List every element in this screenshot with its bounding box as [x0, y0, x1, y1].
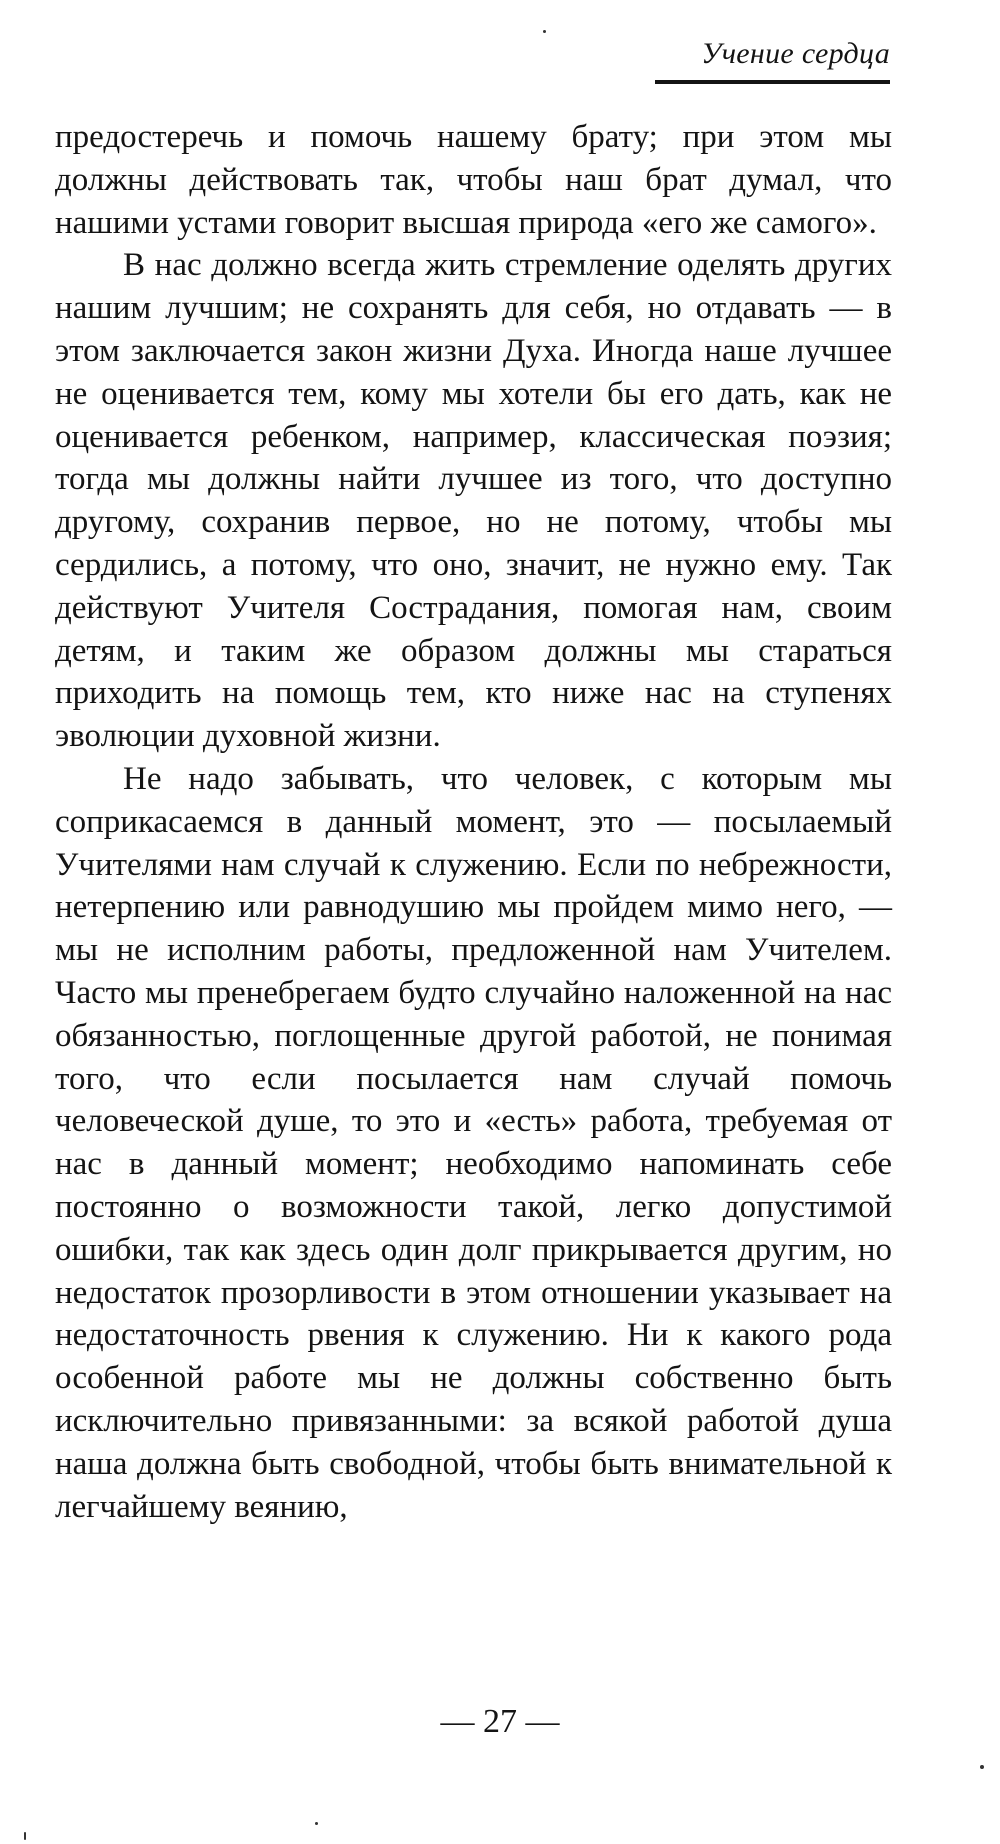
scan-speck	[543, 30, 546, 33]
page-number: — 27 —	[440, 1703, 560, 1740]
scan-speck	[24, 1832, 26, 1840]
scan-speck	[315, 1822, 318, 1825]
running-header-title: Учение сердца	[701, 37, 890, 70]
body-text	[55, 116, 892, 1528]
paragraph-continuation: предостеречь и помочь нашему брату; при этом мы должны действовать так, чтобы наш брат думал, что нашими устами говорит высшая природа «его же самого».	[55, 119, 892, 241]
header-rule	[655, 80, 890, 84]
paragraph: В нас должно всегда жить стремление оделять других нашим лучшим; не сохранять для себя, но отдавать — в этом заключается закон жизни Духа. Иногда наше лучшее не оценивается тем, кому мы хотели бы его дать, как не оценивается ребенком, например, классическая поэзия; тогда мы должны найти лучшее из того, что доступно другому, сохранив первое, но не потому, чтобы мы сердились, а потому, что оно, значит, не нужно ему. Так действуют Учителя Сострадания, помогая нам, своим детям, и таким же образом должны мы стараться приходить на помощь тем, кто ниже нас на ступенях эволюции духовной жизни.	[55, 247, 892, 755]
paragraph: Не надо забывать, что человек, с которым мы соприкасаемся в данный момент, это — посылаемый Учителями нам случай к служению. Если по небрежности, нетерпению или равнодушию мы пройдем мимо него, — мы не исполним работы, предложенной нам Учителем. Часто мы пренебрегаем будто случайно наложенной на нас обязанностью, поглощенные другой работой, не понимая того, что если посылается нам случай помочь человеческой душе, то это и «есть» работа, требуемая от нас в данный момент; необходимо напоминать себе постоянно о возможности такой, легко допустимой ошибки, так как здесь один долг прикрывается другим, но недостаток прозорливости в этом отношении указывает на недостаточность рвения к служению. Ни к какого рода особенной работе мы не должны собственно быть исключительно привязанными: за всякой работой душа наша должна быть свободной, чтобы быть внимательной к легчайшему веянию,	[55, 760, 892, 1525]
scan-speck	[980, 1765, 984, 1769]
